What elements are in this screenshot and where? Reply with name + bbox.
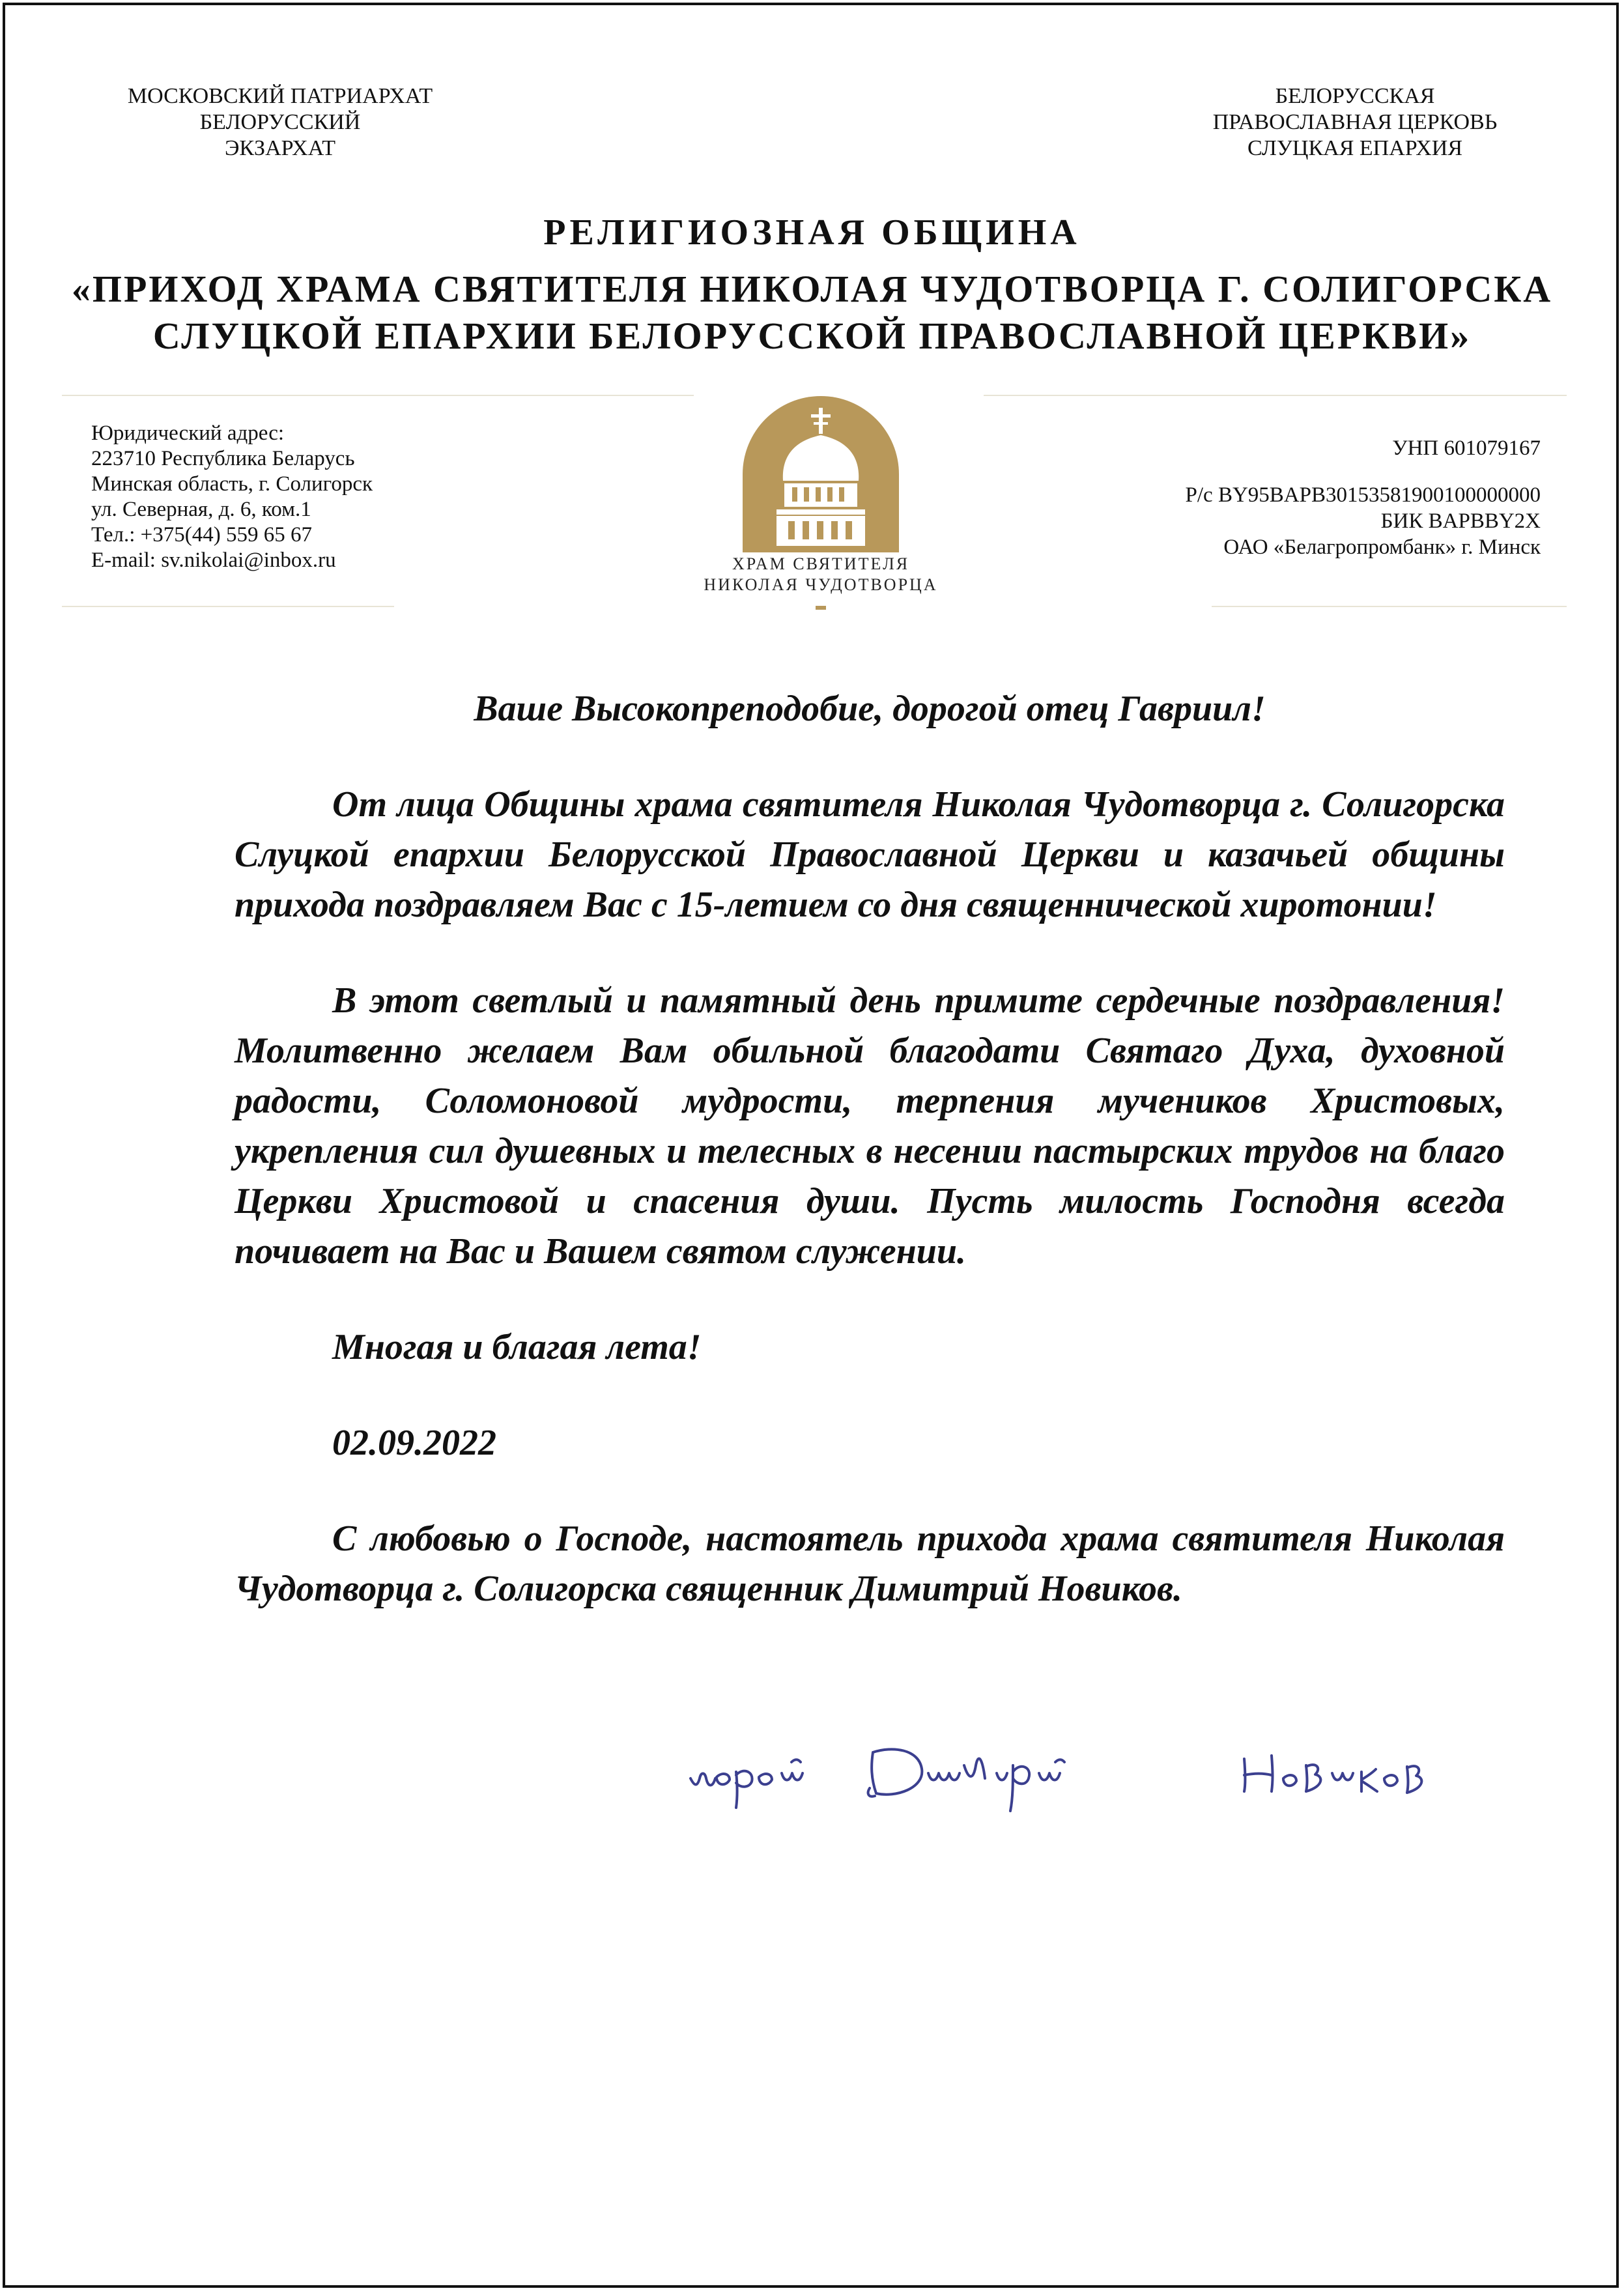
address-line: 223710 Республика Беларусь: [91, 447, 355, 470]
divider-bottom-right: [1212, 606, 1567, 607]
organization-name-line1: «ПРИХОД ХРАМА СВЯТИТЕЛЯ НИКОЛАЯ ЧУДОТВОРЦА Г. СОЛИГОРСКА: [71, 268, 1553, 310]
unp: УНП 601079167: [1392, 436, 1541, 460]
bank-account: Р/с BY95BAPB30153581900100000000: [1185, 483, 1541, 507]
bank-bic: БИК BAPBBY2X: [1380, 509, 1541, 533]
bank-details: [977, 435, 1541, 560]
header-left: [85, 83, 476, 162]
header-right-line: БЕЛОРУССКАЯ: [1275, 84, 1435, 108]
wish-line: Многая и благая лета!: [332, 1327, 702, 1367]
header-left-line: ЭКЗАРХАТ: [224, 136, 336, 160]
bank-name: ОАО «Белагропромбанк» г. Минск: [1223, 535, 1541, 559]
header-left-line: МОСКОВСКИЙ ПАТРИАРХАТ: [127, 84, 433, 108]
address-phone: Тел.: +375(44) 559 65 67: [91, 523, 313, 547]
address-label: Юридический адрес:: [91, 421, 285, 445]
logo-caption: [625, 554, 1016, 595]
logo-caption-line1: ХРАМ СВЯТИТЕЛЯ: [732, 554, 910, 573]
handwritten-signature: [677, 1726, 1524, 1817]
closing-signoff: С любовью о Господе, настоятель прихода храма святителя Николая Чудотворца г. Солигорска священник Димитрий Новиков.: [235, 1518, 1505, 1609]
divider-top-left: [62, 395, 694, 396]
organization-type: РЕЛИГИОЗНАЯ ОБЩИНА: [543, 212, 1081, 253]
paragraph-wishes: В этот светлый и памятный день примите сердечные поздравления! Молитвенно желаем Вам обильной благодати Святаго Духа, духовной радости, Соломоновой мудрости, терпения мучеников Христовых, укрепления сил душевных и телесных в несении пастырских трудов на благо Церкви Христовой и спасения души. Пусть милость Господня всегда почивает на Вас и Вашем святом служении.: [235, 980, 1505, 1272]
address-email: E-mail: sv.nikolai@inbox.ru: [91, 548, 336, 572]
header-right-line: ПРАВОСЛАВНАЯ ЦЕРКОВЬ: [1212, 110, 1498, 134]
paragraph-congratulation: От лица Общины храма святителя Николая Чудотворца г. Солигорска Слуцкой епархии Белорусской Православной Церкви и казачьей общины прихода поздравляем Вас с 15-летием со дня священнической хиротонии!: [235, 784, 1505, 925]
letter-body: [235, 684, 1505, 1614]
legal-address: [91, 421, 373, 573]
address-line: ул. Северная, д. 6, ком.1: [91, 498, 311, 521]
organization-name-line2: СЛУЦКОЙ ЕПАРХИИ БЕЛОРУССКОЙ ПРАВОСЛАВНОЙ ЦЕРКВИ»: [152, 315, 1472, 357]
letter-date: 02.09.2022: [332, 1423, 496, 1463]
divider-top-right: [984, 395, 1567, 396]
header-right: [1192, 83, 1518, 162]
logo-caption-line2: НИКОЛАЯ ЧУДОТВОРЦА: [704, 575, 938, 594]
header-left-line: БЕЛОРУССКИЙ: [199, 110, 361, 134]
header-right-line: СЛУЦКАЯ ЕПАРХИЯ: [1247, 136, 1463, 160]
greeting: Ваше Высокопреподобие, дорогой отец Гавриил!: [474, 689, 1266, 729]
address-line: Минская область, г. Солигорск: [91, 472, 373, 496]
divider-bottom-left: [62, 606, 394, 607]
